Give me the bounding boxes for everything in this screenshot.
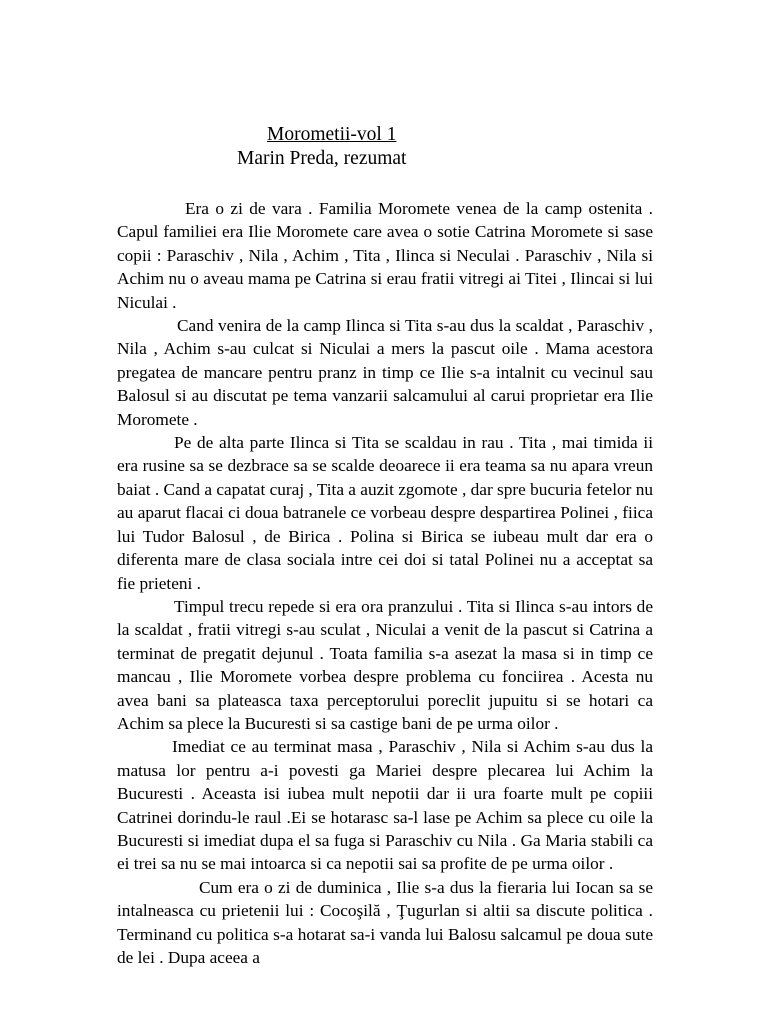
paragraph-3: Pe de alta parte Ilinca si Tita se scaldau in rau . Tita , mai timida ii era rusine sa se dezbrace sa se scalde deoarece ii era teama sa nu apara vreun baiat . Cand a capatat curaj , Tita a auzit zgomote , dar spre bucuria fetelor nu au aparut flacai ci doua batranele ce vorbeau despre despartirea Polinei , fiica lui Tudor Balosul , de Birica . Polina si Birica se iubeau mult dar era o diferenta mare de clasa sociala intre cei doi si tatal Polinei nu a acceptat sa fie prieteni . (117, 433, 653, 593)
document-body (117, 197, 653, 969)
paragraph-1: Era o zi de vara . Familia Moromete venea de la camp ostenita . Capul familiei era Ilie Moromete care avea o sotie Catrina Moromete si sase copii : Paraschiv , Nila , Achim , Tita , Ilinca si Neculai . Paraschiv , Nila si Achim nu o aveau mama pe Catrina si erau fratii vitregi ai Titei , Ilincai si lui Niculai . (117, 199, 653, 312)
paragraph-4: Timpul trecu repede si era ora pranzului . Tita si Ilinca s-au intors de la scaldat , fratii vitregi s-au sculat , Niculai a venit de la pascut si Catrina a terminat de pregatit dejunul . Toata familia s-a asezat la masa si in timp ce mancau , Ilie Moromete vorbea despre problema cu fonciirea . Acesta nu avea bani sa plateasca taxa perceptorului poreclit jupuitu si se hotari ca Achim sa plece la Bucuresti si sa castige bani de pe urma oilor . (117, 596, 653, 733)
paragraph-5: Imediat ce au terminat masa , Paraschiv , Nila si Achim s-au dus la matusa lor pentru a-i povesti ga Mariei despre plecarea lui Achim la Bucuresti . Aceasta isi iubea mult nepotii dar ii ura foarte mult pe copiii Catrinei dorindu-le raul .Ei se hotarasc sa-l lase pe Achim sa plece cu oile la Bucuresti si imediat dupa el sa fuga si Paraschiv cu Nila . Ga Maria stabili ca ei trei sa nu se mai intoarca si ca nepotii sai sa profite de pe urma oilor . (117, 737, 653, 874)
paragraph-6: Cum era o zi de duminica , Ilie s-a dus la fieraria lui Iocan sa se intalneasca cu prietenii lui : Cocoşilă , Ţugurlan si altii sa discute politica . Terminand cu politica s-a hotarat sa-i vanda lui Balosu salcamul pe doua sute de lei . Dupa aceea a (117, 877, 653, 967)
document-subtitle: Marin Preda, rezumat (237, 148, 407, 169)
paragraph-2: Cand venira de la camp Ilinca si Tita s-au dus la scaldat , Paraschiv , Nila , Achim s-au culcat si Niculai a mers la pascut oile . Mama acestora pregatea de mancare pentru pranz in timp ce Ilie s-a intalnit cu vecinul sau Balosul si au discutat pe tema vanzarii salcamului al carui proprietar era Ilie Moromete . (117, 316, 653, 429)
document-title: Morometii-vol 1 (267, 124, 397, 145)
